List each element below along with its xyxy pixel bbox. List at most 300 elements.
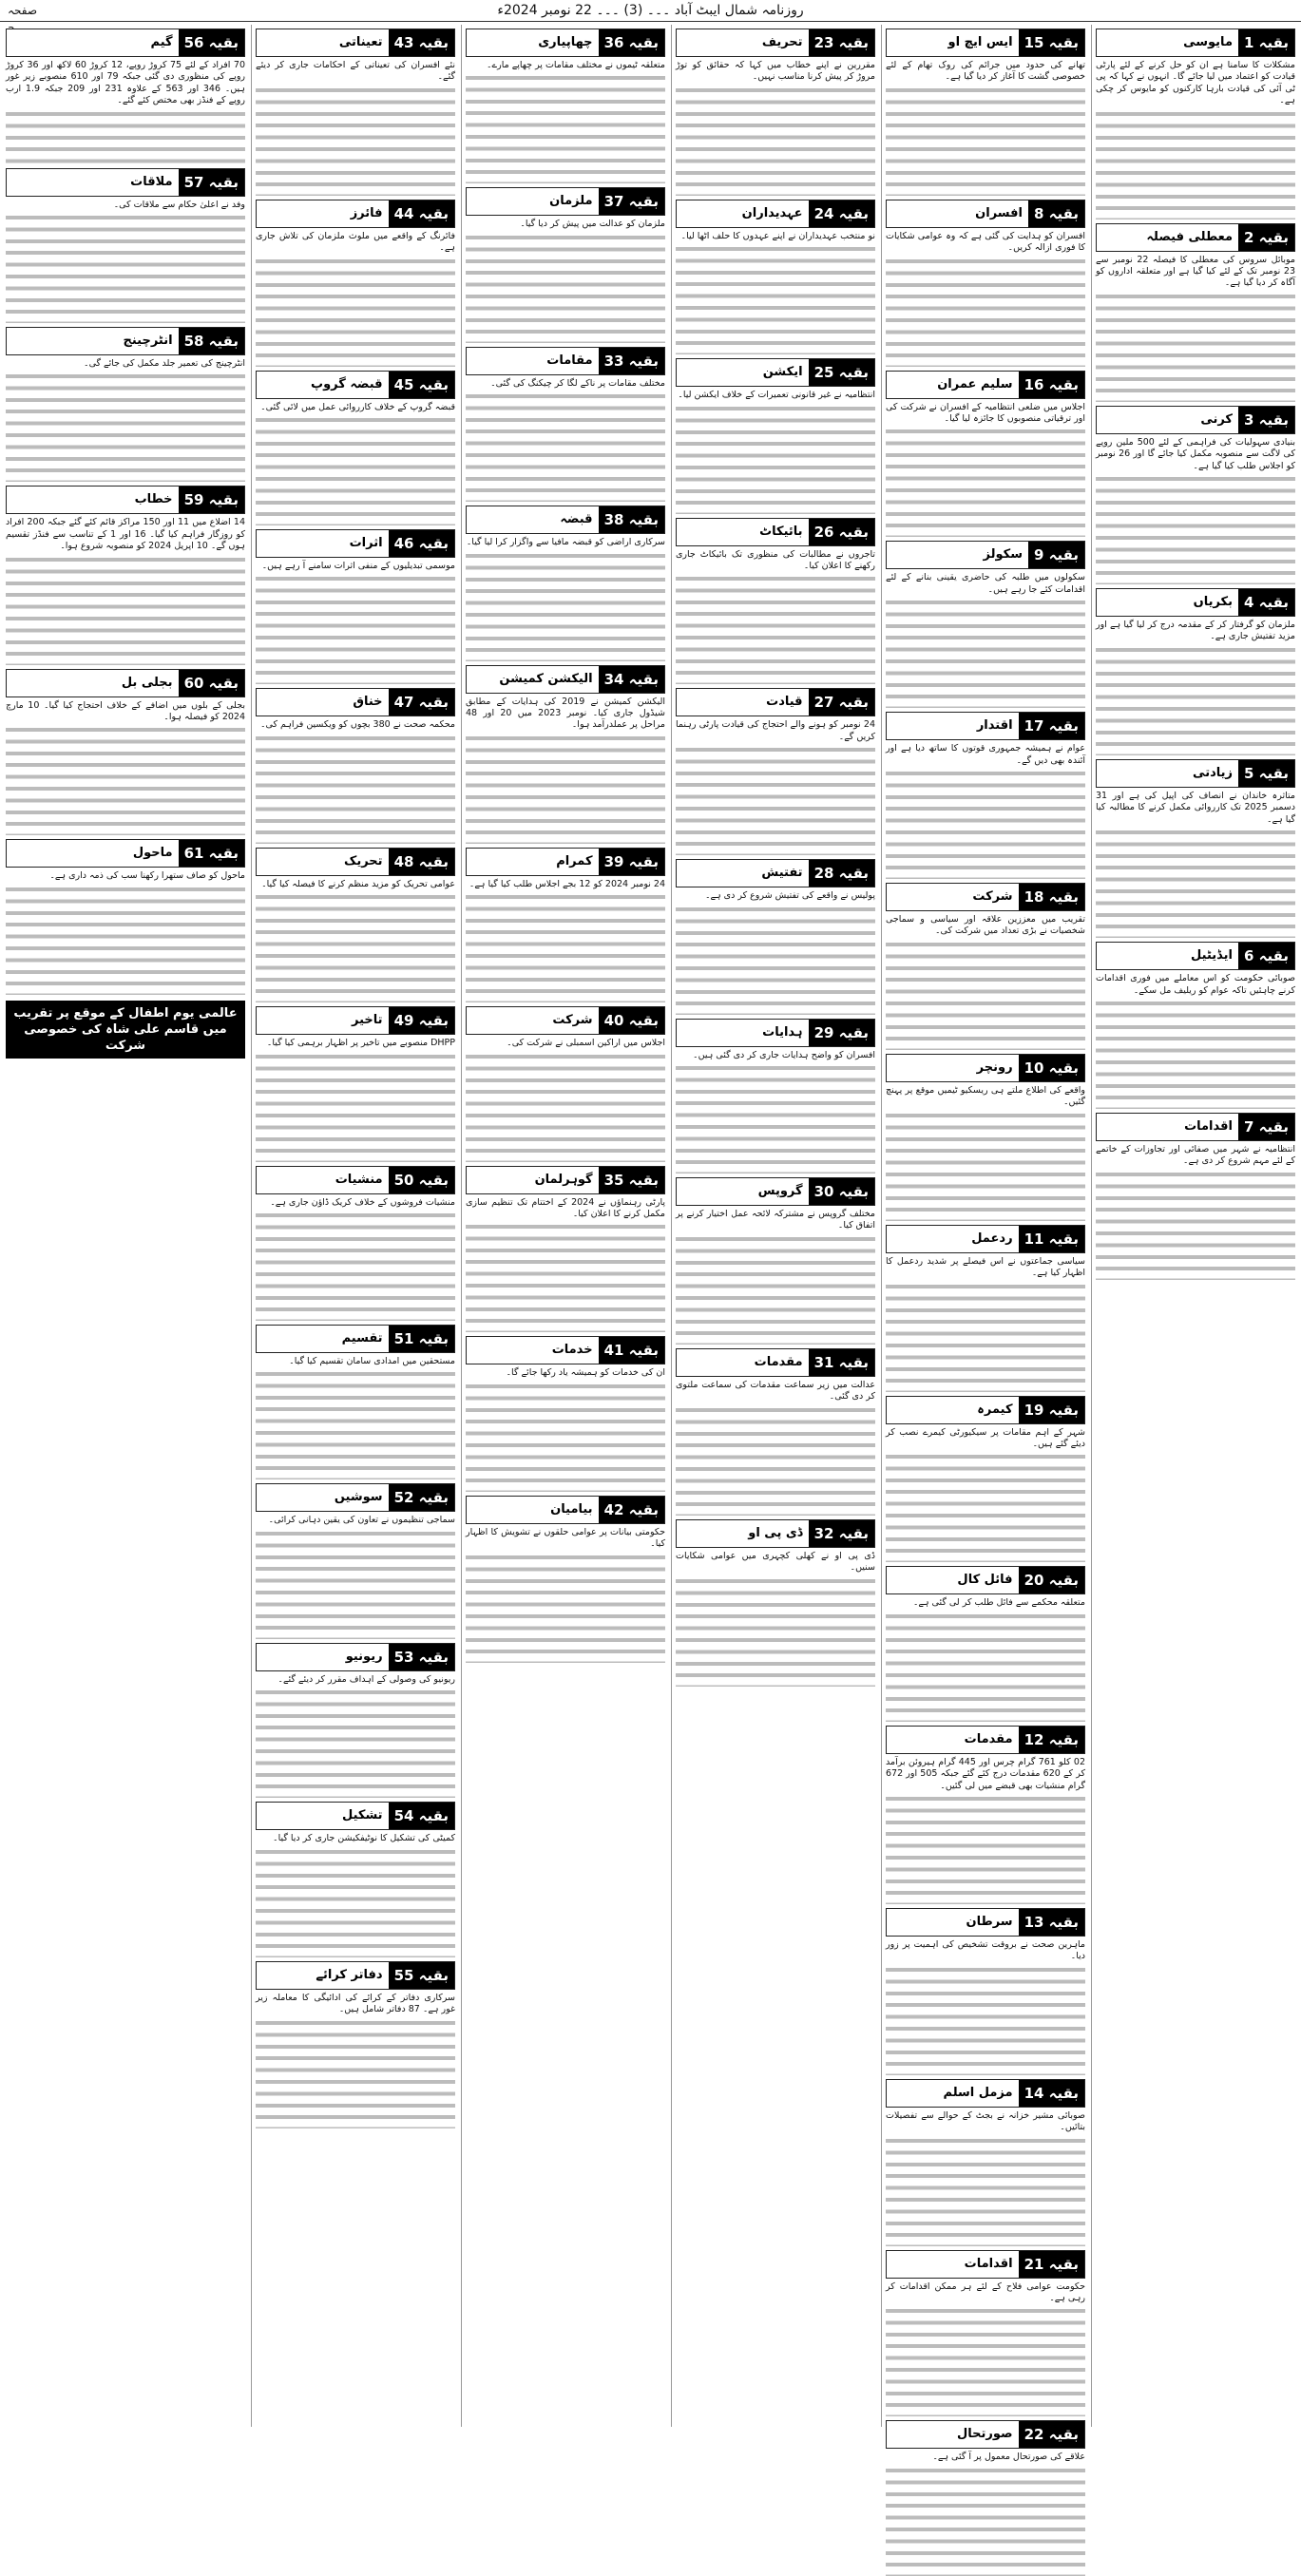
continuation-header	[1096, 406, 1295, 434]
continuation-title: تقسیم	[257, 1326, 389, 1352]
text-lines-filler	[256, 255, 455, 367]
continuation-block	[256, 1483, 455, 1638]
article-text: متعلقہ محکمے سے فائل طلب کر لی گئی ہے۔	[912, 1597, 1085, 1609]
article-text: مختلف گروپس نے مشترکہ لائحہ عمل اختیار کرنے پر اتفاق کیا۔	[676, 1209, 875, 1231]
text-lines-filler	[256, 1845, 455, 1957]
continuation-header	[886, 2250, 1085, 2279]
continuation-title: منشیات	[257, 1167, 389, 1193]
continuation-title: انٹرچینج	[7, 328, 179, 354]
continuation-header	[256, 688, 455, 716]
continuation-block	[886, 712, 1085, 879]
text-lines-filler	[466, 390, 665, 502]
column-5	[256, 25, 455, 2427]
article-text: عوامی تحریک کو مزید منظم کرنے کا فیصلہ کیا گیا۔	[261, 878, 455, 889]
continuation-title: زیادتی	[1097, 760, 1238, 787]
continuation-number: بقیہ 43	[389, 29, 454, 56]
continuation-block	[886, 1726, 1085, 1904]
continuation-header	[1096, 588, 1295, 617]
article-text: مشکلات کا سامنا ہے ان کو حل کرنے کے لئے پارٹی قیادت کو اعتماد میں لیا جائے گا۔ انہوں نے کہا کہ پی ٹی آئی کی قیادت بارہا کارکنوں کو مایوس کر چکی ہے۔	[1096, 60, 1295, 106]
column-2	[886, 25, 1086, 2463]
continuation-number: بقیہ 38	[599, 506, 664, 533]
article-text: حکومتی بیانات پر عوامی حلقوں نے تشویش کا اظہار کیا۔	[466, 1526, 665, 1550]
continuation-header	[1096, 1113, 1295, 1141]
article-text: سرکاری اراضی کو قبضہ مافیا سے واگزار کرا لیا گیا۔	[466, 537, 665, 548]
continuation-block	[256, 848, 455, 1002]
article-text: 24 نومبر کو ہونے والے احتجاج کی قیادت پارٹی رہنما کریں گے۔	[676, 719, 875, 742]
column-divider	[1091, 25, 1092, 2427]
continuation-number: بقیہ 51	[389, 1326, 454, 1352]
continuation-block	[676, 859, 875, 1014]
continuation-header	[466, 1006, 665, 1035]
continuation-block	[466, 848, 665, 1002]
continuation-title: سوشیں	[257, 1484, 389, 1511]
text-lines-filler	[886, 84, 1085, 196]
continuation-number: بقیہ 33	[599, 348, 664, 374]
continuation-header	[256, 1006, 455, 1035]
continuation-header	[466, 1166, 665, 1194]
continuation-block	[256, 1325, 455, 1479]
text-lines-filler	[6, 723, 245, 835]
text-lines-filler	[256, 1686, 455, 1798]
text-lines-filler	[886, 425, 1085, 537]
article-text: 24 نومبر 2024 کو 12 بجے اجلاس طلب کیا گیا ہے۔	[469, 878, 665, 889]
continuation-number: بقیہ 12	[1019, 1727, 1084, 1753]
text-lines-filler	[886, 255, 1085, 367]
continuation-title: ہدایات	[677, 1020, 809, 1046]
article-text: صوبائی مشیر خزانہ نے بجٹ کے حوالے سے تفصیلات بتائیں۔	[886, 2109, 1085, 2133]
article-text: فائرنگ کے واقعے میں ملوث ملزمان کی تلاش جاری ہے۔	[256, 230, 455, 254]
continuation-title: تفتیش	[677, 860, 809, 887]
continuation-header	[676, 1019, 875, 1047]
continuation-number: بقیہ 44	[389, 200, 454, 227]
continuation-number: بقیہ 59	[179, 487, 244, 513]
article-text: ماحول کو صاف ستھرا رکھنا سب کی ذمہ داری ہے۔	[49, 870, 245, 882]
text-lines-filler	[886, 938, 1085, 1050]
article-text: پولیس نے واقعے کی تفتیش شروع کر دی ہے۔	[704, 890, 875, 902]
text-lines-filler	[466, 231, 665, 343]
article-text: ملزمان کو عدالت میں پیش کر دیا گیا۔	[520, 219, 665, 230]
continuation-number: بقیہ 28	[809, 860, 874, 887]
text-lines-filler	[6, 370, 245, 482]
article-text: نو منتخب عہدیداران نے اپنے عہدوں کا حلف اٹھا لیا۔	[680, 230, 875, 241]
text-lines-filler	[256, 1527, 455, 1639]
continuation-header	[256, 529, 455, 558]
article-text: اجلاس میں ضلعی انتظامیہ کے افسران نے شرکت کی اور ترقیاتی منصوبوں کا جائزہ لیا گیا۔	[886, 401, 1085, 425]
continuation-block	[466, 665, 665, 844]
article-text: انٹرچینج کی تعمیر جلد مکمل کی جائے گی۔	[84, 358, 245, 370]
continuation-block	[676, 200, 875, 354]
continuation-block	[886, 2079, 1085, 2246]
continuation-title: مقدمات	[677, 1349, 809, 1376]
article-text: صوبائی حکومت کو اس معاملے میں فوری اقدامات کرنے چاہئیں تاکہ عوام کو ریلیف مل سکے۔	[1096, 973, 1295, 996]
text-lines-filler	[256, 890, 455, 1002]
text-lines-filler	[676, 1061, 875, 1174]
text-lines-filler	[676, 1574, 875, 1687]
article-text: سرکاری دفاتر کے کرائے کی ادائیگی کا معاملہ زیر غور ہے۔ 87 دفاتر شامل ہیں۔	[256, 1992, 455, 2015]
text-lines-filler	[886, 1610, 1085, 1722]
continuation-block	[256, 1166, 455, 1321]
continuation-title: ملزمان	[467, 188, 599, 215]
continuation-title: گروپس	[677, 1178, 809, 1205]
continuation-number: بقیہ 6	[1238, 943, 1294, 969]
continuation-block	[466, 29, 665, 183]
article-text: حکومت عوامی فلاح کے لئے ہر ممکن اقدامات کر رہی ہے۔	[886, 2280, 1085, 2303]
article-text: علاقے کی صورتحال معمول پر آ گئی ہے۔	[932, 2452, 1085, 2463]
continuation-number: بقیہ 19	[1019, 1397, 1084, 1423]
continuation-number: بقیہ 24	[809, 200, 874, 227]
text-lines-filler	[886, 1792, 1085, 1904]
continuation-title: قیادت	[677, 689, 809, 716]
text-lines-filler	[6, 211, 245, 323]
continuation-title: سرطان	[887, 1909, 1019, 1936]
continuation-number: بقیہ 1	[1238, 29, 1294, 56]
continuation-title: کمرام	[467, 849, 599, 875]
continuation-number: بقیہ 56	[179, 29, 244, 56]
continuation-title: سلیم عمران	[887, 372, 1019, 398]
continuation-block	[676, 1348, 875, 1516]
text-lines-filler	[886, 1280, 1085, 1392]
article-text: متعلقہ ٹیموں نے مختلف مقامات پر چھاپے مارے۔	[486, 60, 665, 70]
continuation-title: شرکت	[467, 1007, 599, 1034]
article-text: انتظامیہ نے شہر میں صفائی اور تجاوزات کے خاتمے کے لئے مہم شروع کر دی ہے۔	[1096, 1143, 1295, 1167]
text-lines-filler	[676, 402, 875, 514]
article-text: افسران کو واضح ہدایات جاری کر دی گئی ہیں۔	[693, 1049, 875, 1060]
text-lines-filler	[256, 732, 455, 844]
article-text: ماہرین صحت نے بروقت تشخیص کی اہمیت پر زور دیا۔	[886, 1938, 1085, 1962]
continuation-number: بقیہ 5	[1238, 760, 1294, 787]
continuation-block	[256, 200, 455, 367]
continuation-title: بیامیان	[467, 1497, 599, 1523]
continuation-header	[886, 541, 1085, 569]
continuation-number: بقیہ 22	[1019, 2421, 1084, 2448]
continuation-title: ماحول	[7, 840, 179, 867]
continuation-title: قبضہ	[467, 506, 599, 533]
article-text: DHPP منصوبے میں تاخیر پر اظہار برہمی کیا گیا۔	[266, 1038, 455, 1049]
continuation-number: بقیہ 23	[809, 29, 874, 56]
text-lines-filler	[466, 732, 665, 844]
continuation-header	[466, 848, 665, 876]
column-1	[1096, 25, 1295, 2427]
continuation-header	[256, 1325, 455, 1353]
continuation-number: بقیہ 35	[599, 1167, 664, 1193]
continuation-header	[676, 688, 875, 716]
continuation-title: گوہرلمان	[467, 1167, 599, 1193]
continuation-title: شرکت	[887, 884, 1019, 910]
article-text: بنیادی سہولیات کی فراہمی کے لئے 500 ملین روپے کی لاگت سے منصوبہ مکمل کیا جائے گا اور 26 نومبر کو اجلاس طلب کیا گیا ہے۔	[1096, 436, 1295, 471]
continuation-title: عہدیداران	[677, 200, 809, 227]
article-text: عوام نے ہمیشہ جمہوری قوتوں کا ساتھ دیا ہے اور آئندہ بھی دیں گے۔	[886, 743, 1085, 766]
event-banner: عالمی یوم اطفال کے موقع پر تقریب میں قاسم علی شاہ کی خصوصی شرکت	[6, 1001, 245, 1059]
text-lines-filler	[886, 1450, 1085, 1562]
continuation-block	[886, 29, 1085, 196]
article-text: 02 کلو 761 گرام چرس اور 445 گرام ہیروئن برآمد کر کے 620 مقدمات درج کئے گئے جبکہ 505 اور 672 گرام منشیات بھی قبضے میں لی گئیں۔	[886, 1756, 1086, 1791]
continuation-title: چھاپیاری	[467, 29, 599, 56]
article-text: کمیٹی کی تشکیل کا نوٹیفکیشن جاری کر دیا گیا۔	[273, 1833, 455, 1844]
text-lines-filler	[886, 2464, 1085, 2576]
continuation-header	[1096, 223, 1295, 252]
text-lines-filler	[256, 84, 455, 196]
article-text: ملزمان کو گرفتار کر کے مقدمہ درج کر لیا گیا ہے اور مزید تفتیش جاری ہے۔	[1096, 620, 1295, 642]
article-text: موبائل سروس کی معطلی کا فیصلہ 22 نومبر سے 23 نومبر تک کے لئے کیا گیا ہے اور متعلقہ اداروں کو آگاہ کر دیا گیا ہے۔	[1096, 254, 1295, 289]
continuation-number: بقیہ 41	[599, 1337, 664, 1364]
continuation-block	[6, 168, 245, 323]
continuation-number: بقیہ 3	[1238, 407, 1294, 433]
text-lines-filler	[886, 2134, 1085, 2246]
continuation-header	[466, 506, 665, 534]
continuation-block	[256, 29, 455, 196]
article-text: سیاسی جماعتوں نے اس فیصلے پر شدید ردعمل کا اظہار کیا ہے۔	[886, 1255, 1085, 1279]
continuation-number: بقیہ 54	[389, 1803, 454, 1829]
continuation-header	[676, 200, 875, 228]
continuation-block	[466, 187, 665, 342]
continuation-header	[676, 1519, 875, 1548]
continuation-header	[676, 358, 875, 387]
continuation-header	[676, 29, 875, 57]
continuation-header	[886, 1566, 1085, 1594]
text-lines-filler	[1096, 290, 1295, 402]
continuation-title: ایکشن	[677, 359, 809, 386]
continuation-header	[256, 1802, 455, 1830]
continuation-header	[466, 1496, 665, 1524]
text-lines-filler	[256, 1367, 455, 1479]
continuation-header	[886, 1225, 1085, 1253]
continuation-number: بقیہ 60	[179, 670, 244, 696]
text-lines-filler	[256, 413, 455, 525]
continuation-block	[256, 1802, 455, 1956]
continuation-header	[886, 1396, 1085, 1424]
continuation-block	[676, 358, 875, 513]
continuation-header	[466, 29, 665, 57]
continuation-block	[1096, 942, 1295, 1109]
continuation-number: بقیہ 53	[389, 1644, 454, 1670]
continuation-block	[676, 688, 875, 855]
article-text: اجلاس میں اراکین اسمبلی نے شرکت کی۔	[507, 1038, 665, 1049]
continuation-block	[886, 1054, 1085, 1221]
continuation-number: بقیہ 48	[389, 849, 454, 875]
article-text: وفد نے اعلیٰ حکام سے ملاقات کی۔	[113, 199, 245, 210]
continuation-block	[466, 1336, 665, 1491]
continuation-number: بقیہ 34	[599, 666, 664, 693]
continuation-header	[256, 200, 455, 228]
article-text: سکولوں میں طلبہ کی حاضری یقینی بنانے کے لئے اقدامات کئے جا رہے ہیں۔	[886, 572, 1085, 595]
continuation-header	[886, 712, 1085, 740]
continuation-header	[6, 839, 245, 868]
article-text: سماجی تنظیموں نے تعاون کی یقین دہانی کرائی۔	[268, 1515, 455, 1526]
continuation-header	[886, 883, 1085, 911]
continuation-title: مزمل اسلم	[887, 2080, 1019, 2107]
text-lines-filler	[1096, 1168, 1295, 1280]
continuation-title: اقدامات	[1097, 1114, 1238, 1140]
continuation-header	[886, 371, 1085, 399]
continuation-number: بقیہ 7	[1238, 1114, 1294, 1140]
continuation-title: معطلی فیصلہ	[1097, 224, 1238, 251]
continuation-header	[886, 1908, 1085, 1937]
text-lines-filler	[886, 767, 1085, 879]
text-lines-filler	[256, 2016, 455, 2128]
article-text: متاثرہ خاندان نے انصاف کی اپیل کی ہے اور 31 دسمبر 2025 تک کارروائی مکمل کرنے کا مطالبہ کیا گیا ہے۔	[1096, 790, 1296, 825]
continuation-title: اقتدار	[887, 713, 1019, 739]
continuation-title: فائرز	[257, 200, 389, 227]
article-text: افسران کو ہدایت کی گئی ہے کہ وہ عوامی شکایات کا فوری ازالہ کریں۔	[886, 230, 1085, 254]
masthead-text: روزنامہ شمال ایبٹ آباد ۔۔۔ (3) ۔۔۔ 22 نومبر 2024ء	[497, 3, 804, 18]
continuation-block	[1096, 588, 1295, 755]
text-lines-filler	[886, 2304, 1085, 2416]
page-number: صفحہ	[8, 4, 38, 17]
continuation-header	[886, 1054, 1085, 1082]
continuation-title: بکریاں	[1097, 589, 1238, 616]
continuation-block	[1096, 759, 1295, 938]
continuation-number: بقیہ 29	[809, 1020, 874, 1046]
continuation-title: الیکشن کمیشن	[467, 666, 599, 693]
column-3	[676, 25, 875, 2427]
continuation-block	[6, 327, 245, 482]
continuation-block	[466, 1166, 665, 1333]
continuation-number: بقیہ 17	[1019, 713, 1084, 739]
continuation-number: بقیہ 57	[179, 169, 244, 196]
continuation-header	[1096, 942, 1295, 970]
text-lines-filler	[676, 743, 875, 855]
continuation-number: بقیہ 30	[809, 1178, 874, 1205]
continuation-block	[6, 669, 245, 836]
continuation-block	[466, 1496, 665, 1663]
article-text: ریونیو کی وصولی کے اہداف مقرر کر دیئے گئے۔	[277, 1673, 455, 1685]
continuation-header	[256, 1166, 455, 1194]
article-text: ڈی پی او نے کھلی کچہری میں عوامی شکایات سنیں۔	[676, 1550, 875, 1574]
continuation-header	[256, 1643, 455, 1671]
continuation-title: سکولز	[887, 542, 1028, 568]
continuation-title: خطاب	[7, 487, 179, 513]
column-4	[466, 25, 665, 2427]
continuation-number: بقیہ 32	[809, 1520, 874, 1547]
text-lines-filler	[1096, 643, 1295, 755]
text-lines-filler	[676, 1403, 875, 1516]
text-lines-filler	[676, 84, 875, 196]
article-text: قبضہ گروپ کے خلاف کارروائی عمل میں لائی گئی۔	[260, 401, 455, 412]
continuation-title: تحریف	[677, 29, 809, 56]
continuation-number: بقیہ 47	[389, 689, 454, 716]
continuation-number: بقیہ 16	[1019, 372, 1084, 398]
column-divider	[671, 25, 672, 2427]
text-lines-filler	[676, 242, 875, 354]
continuation-title: گیم	[7, 29, 179, 56]
text-lines-filler	[1096, 472, 1295, 584]
continuation-block	[676, 518, 875, 685]
continuation-block	[1096, 223, 1295, 402]
continuation-title: دفاتر کرائے	[257, 1962, 389, 1989]
continuation-title: کرنی	[1097, 407, 1238, 433]
continuation-header	[6, 669, 245, 697]
text-lines-filler	[256, 572, 455, 684]
continuation-number: بقیہ 8	[1028, 200, 1084, 227]
column-divider	[251, 25, 252, 2427]
text-lines-filler	[886, 596, 1085, 708]
continuation-block	[886, 371, 1085, 538]
continuation-number: بقیہ 55	[389, 1962, 454, 1989]
continuation-number: بقیہ 46	[389, 530, 454, 557]
continuation-block	[256, 1961, 455, 2128]
text-lines-filler	[466, 1551, 665, 1663]
continuation-title: صورتحال	[887, 2421, 1019, 2448]
text-lines-filler	[466, 1380, 665, 1492]
continuation-block	[1096, 406, 1295, 584]
text-lines-filler	[466, 1220, 665, 1332]
continuation-title: تحریک	[257, 849, 389, 875]
continuation-number: بقیہ 58	[179, 328, 244, 354]
article-text: موسمی تبدیلیوں کے منفی اثرات سامنے آ رہے ہیں۔	[261, 561, 455, 572]
continuation-header	[1096, 759, 1295, 788]
continuation-header	[466, 187, 665, 216]
masthead	[0, 0, 1301, 22]
continuation-header	[466, 347, 665, 375]
continuation-header	[256, 1961, 455, 1990]
article-text: انتظامیہ نے غیر قانونی تعمیرات کے خلاف ایکشن لیا۔	[678, 390, 875, 401]
continuation-block	[676, 29, 875, 196]
continuation-number: بقیہ 18	[1019, 884, 1084, 910]
text-lines-filler	[466, 549, 665, 661]
continuation-block	[256, 1006, 455, 1161]
continuation-header	[256, 1483, 455, 1512]
continuation-number: بقیہ 15	[1019, 29, 1084, 56]
continuation-block	[6, 486, 245, 664]
continuation-title: فائل کال	[887, 1567, 1019, 1593]
continuation-header	[676, 859, 875, 887]
continuation-header	[886, 29, 1085, 57]
continuation-title: تعیناتی	[257, 29, 389, 56]
continuation-title: ایڈیٹیل	[1097, 943, 1238, 969]
article-text: 70 افراد کے لئے 75 کروڑ روپے، 12 کروڑ 60 لاکھ اور 36 کروڑ روپے کی منظوری دی گئی جبکہ 79 اور 610 منصوبے زیر غور ہیں۔ 346 اور 563 کے علاوہ 231 اور 209 جبکہ 1.9 ارب روپے کے فنڈز بھی مختص کئے گئے۔	[6, 60, 245, 106]
continuation-number: بقیہ 13	[1019, 1909, 1084, 1936]
continuation-title: ملاقات	[7, 169, 179, 196]
text-lines-filler	[466, 71, 665, 183]
continuation-block	[676, 1019, 875, 1174]
continuation-title: تاخیر	[257, 1007, 389, 1034]
continuation-number: بقیہ 39	[599, 849, 664, 875]
continuation-block	[6, 839, 245, 994]
continuation-block	[886, 200, 1085, 367]
continuation-header	[466, 665, 665, 694]
continuation-header	[886, 2079, 1085, 2108]
text-lines-filler	[1096, 107, 1295, 219]
text-lines-filler	[676, 572, 875, 684]
continuation-title: مقدمات	[887, 1727, 1019, 1753]
text-lines-filler	[886, 1109, 1085, 1221]
continuation-block	[676, 1177, 875, 1345]
continuation-block	[466, 506, 665, 660]
continuation-title: ڈی پی او	[677, 1520, 809, 1547]
continuation-title: بائیکاٹ	[677, 519, 809, 545]
continuation-header	[466, 1336, 665, 1364]
continuation-title: ریونیو	[257, 1644, 389, 1670]
continuation-header	[256, 848, 455, 876]
continuation-number: بقیہ 27	[809, 689, 874, 716]
continuation-header	[6, 327, 245, 355]
continuation-number: بقیہ 61	[179, 840, 244, 867]
continuation-number: بقیہ 14	[1019, 2080, 1084, 2107]
article-text: مستحقین میں امدادی سامان تقسیم کیا گیا۔	[289, 1356, 455, 1367]
continuation-block	[256, 1643, 455, 1798]
article-text: شہر کے اہم مقامات پر سیکیورٹی کیمرے نصب کر دیئے گئے ہیں۔	[886, 1426, 1085, 1449]
continuation-title: اقدامات	[887, 2251, 1019, 2278]
continuation-number: بقیہ 10	[1019, 1055, 1084, 1081]
continuation-title: رونچر	[887, 1055, 1019, 1081]
article-text: تھانے کی حدود میں جرائم کی روک تھام کے لئے خصوصی گشت کا آغاز کر دیا گیا ہے۔	[886, 60, 1085, 83]
continuation-title: ردعمل	[887, 1226, 1019, 1252]
continuation-number: بقیہ 2	[1238, 224, 1294, 251]
text-lines-filler	[256, 1209, 455, 1321]
continuation-block	[886, 1566, 1085, 1721]
article-text: پارٹی رہنماؤں نے 2024 کے اختتام تک تنظیم سازی مکمل کرنے کا اعلان کیا۔	[466, 1196, 665, 1220]
continuation-block	[886, 541, 1085, 708]
